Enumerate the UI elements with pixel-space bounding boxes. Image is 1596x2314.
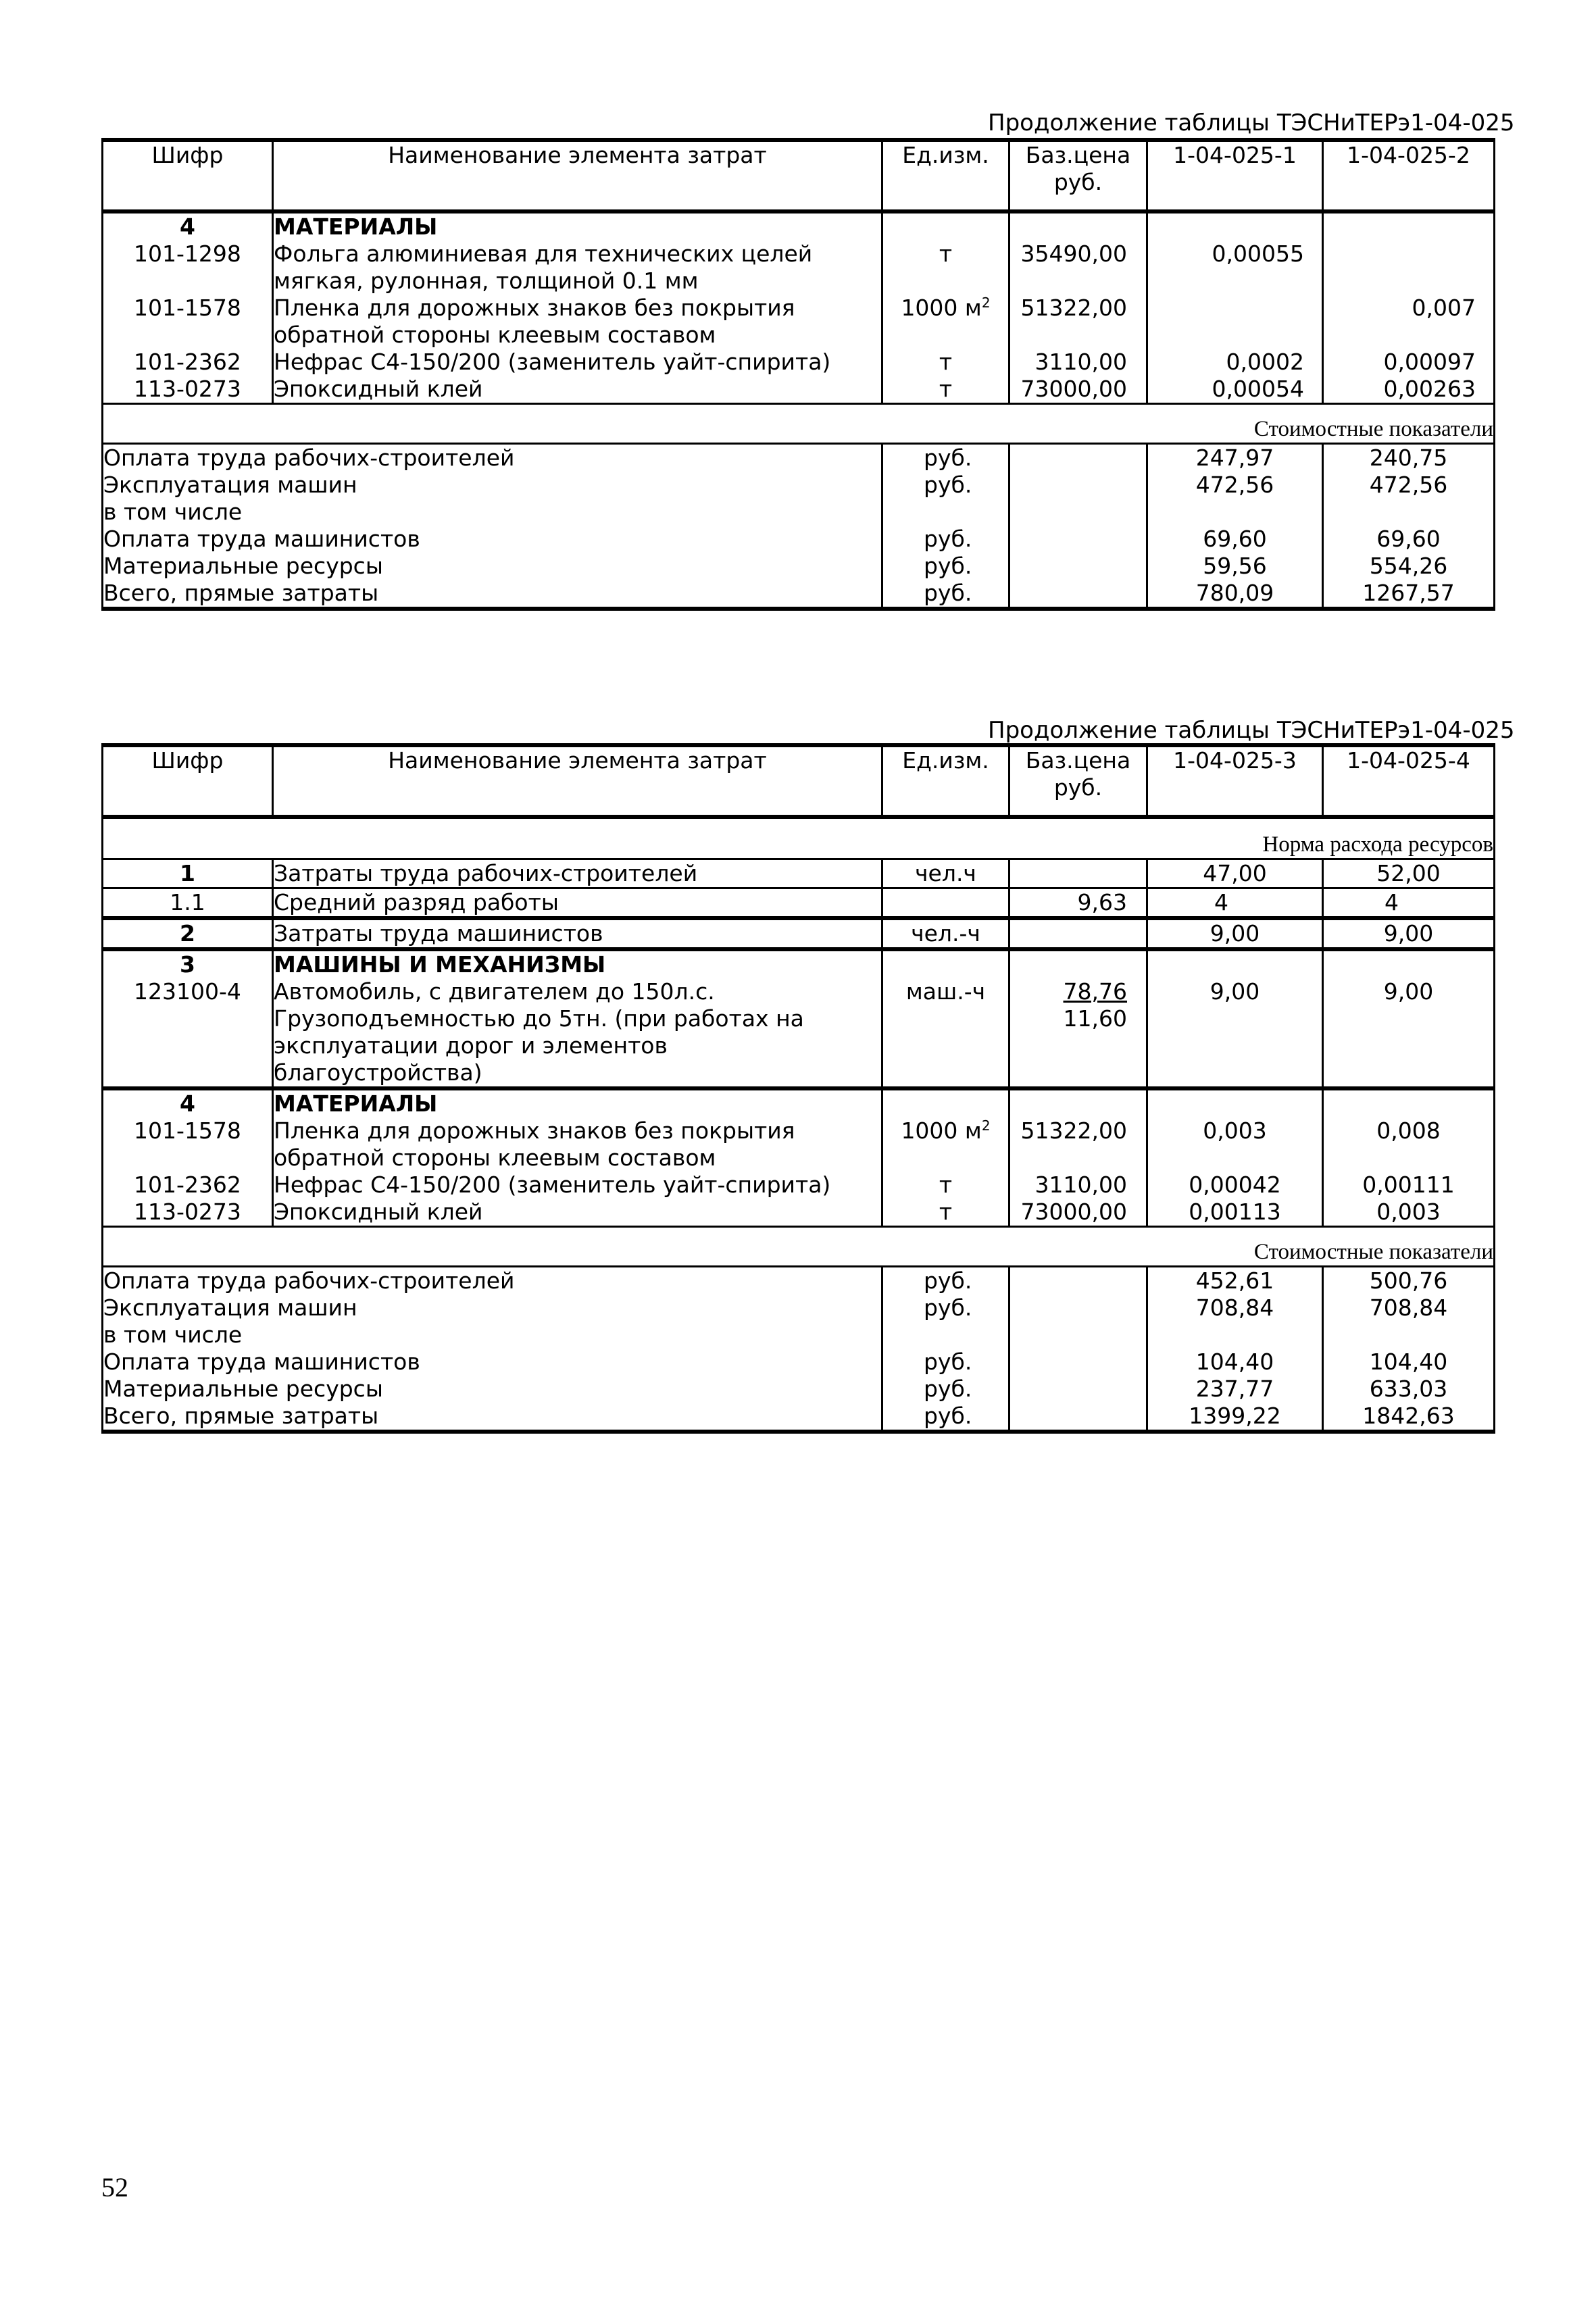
table1 [101, 138, 1495, 611]
header-code: Шифр [103, 745, 273, 817]
header-col2: 1-04-025-2 [1323, 140, 1495, 211]
cost-title: Стоимостные показатели [103, 404, 1495, 444]
section-title: МАТЕРИАЛЫ [273, 1088, 882, 1117]
table-row: Материальные ресурсы руб. 59,56 554,26 [103, 553, 1495, 580]
table-row: 2 Затраты труда машинистов чел.-ч 9,00 9,00 [103, 918, 1495, 949]
header-code: Шифр [103, 140, 273, 211]
table-row: 113-0273 Эпоксидный клей т 73000,00 0,00113 0,003 [103, 1199, 1495, 1227]
table-row: 101-1578 Пленка для дорожных знаков без покрытия обратной стороны клеевым составом 1000 $м^2$ 51322,00 0,007 [103, 295, 1495, 349]
table-row: Эксплуатация машин руб. 708,84 708,84 [103, 1294, 1495, 1322]
section-title: МАТЕРИАЛЫ [273, 211, 882, 241]
table-row: в том числе [103, 1322, 1495, 1349]
table-row: Оплата труда рабочих-строителей руб. 452,61 500,76 [103, 1267, 1495, 1295]
header-name: Наименование элемента затрат [273, 745, 882, 817]
section-code: 4 [103, 1088, 273, 1117]
table-row: Всего, прямые затраты руб. 1399,22 1842,63 [103, 1403, 1495, 1432]
header-col1: 1-04-025-1 [1147, 140, 1323, 211]
page-number: 52 [101, 2172, 128, 2203]
table2-caption: Продолжение таблицы ТЭСНиТЕРэ1-04-025 [988, 717, 1515, 744]
header-col2: 1-04-025-4 [1323, 745, 1495, 817]
table-row: Оплата труда машинистов руб. 104,40 104,40 [103, 1349, 1495, 1376]
table-row: 101-1298 Фольга алюминиевая для технических целей мягкая, рулонная, толщиной 0.1 мм т 35490,00 0,00055 [103, 241, 1495, 295]
table-row: 101-2362 Нефрас С4-150/200 (заменитель уайт-спирита) т 3110,00 0,0002 0,00097 [103, 349, 1495, 376]
table-row: 1.1 Средний разряд работы 9,63 4 4 [103, 888, 1495, 919]
table-row: Оплата труда машинистов руб. 69,60 69,60 [103, 526, 1495, 553]
table-row: Всего, прямые затраты руб. 780,09 1267,57 [103, 580, 1495, 609]
table-row: Оплата труда рабочих-строителей руб. 247,97 240,75 [103, 444, 1495, 472]
header-price: Баз.цена руб. [1009, 745, 1147, 817]
cost-title: Стоимостные показатели [103, 1227, 1495, 1267]
table-row: в том числе [103, 499, 1495, 526]
table1-caption: Продолжение таблицы ТЭСНиТЕРэ1-04-025 [988, 109, 1515, 136]
section-code: 3 [103, 949, 273, 978]
table-row: 1 Затраты труда рабочих-строителей чел.ч 47,00 52,00 [103, 859, 1495, 888]
section-code: 4 [103, 211, 273, 241]
norm-title: Норма расхода ресурсов [103, 817, 1495, 859]
table-row: Материальные ресурсы руб. 237,77 633,03 [103, 1376, 1495, 1403]
header-unit: Ед.изм. [882, 140, 1009, 211]
header-unit: Ед.изм. [882, 745, 1009, 817]
header-col1: 1-04-025-3 [1147, 745, 1323, 817]
table-row: 123100-4 Автомобиль, с двигателем до 150л.с. Грузоподъемностью до 5тн. (при работах на эксплуатации дорог и элементов благоустройства) маш.-ч 78,76 11,60 9,00 9,00 [103, 978, 1495, 1088]
section-title: МАШИНЫ И МЕХАНИЗМЫ [273, 949, 882, 978]
table-row: 101-1578 Пленка для дорожных знаков без покрытия обратной стороны клеевым составом 1000 $м^2$ 51322,00 0,003 0,008 [103, 1117, 1495, 1172]
table-row: Эксплуатация машин руб. 472,56 472,56 [103, 472, 1495, 499]
header-price: Баз.цена руб. [1009, 140, 1147, 211]
table-row: 101-2362 Нефрас С4-150/200 (заменитель уайт-спирита) т 3110,00 0,00042 0,00111 [103, 1172, 1495, 1199]
header-name: Наименование элемента затрат [273, 140, 882, 211]
table2 [101, 743, 1495, 1434]
table-row: 113-0273 Эпоксидный клей т 73000,00 0,00054 0,00263 [103, 376, 1495, 404]
